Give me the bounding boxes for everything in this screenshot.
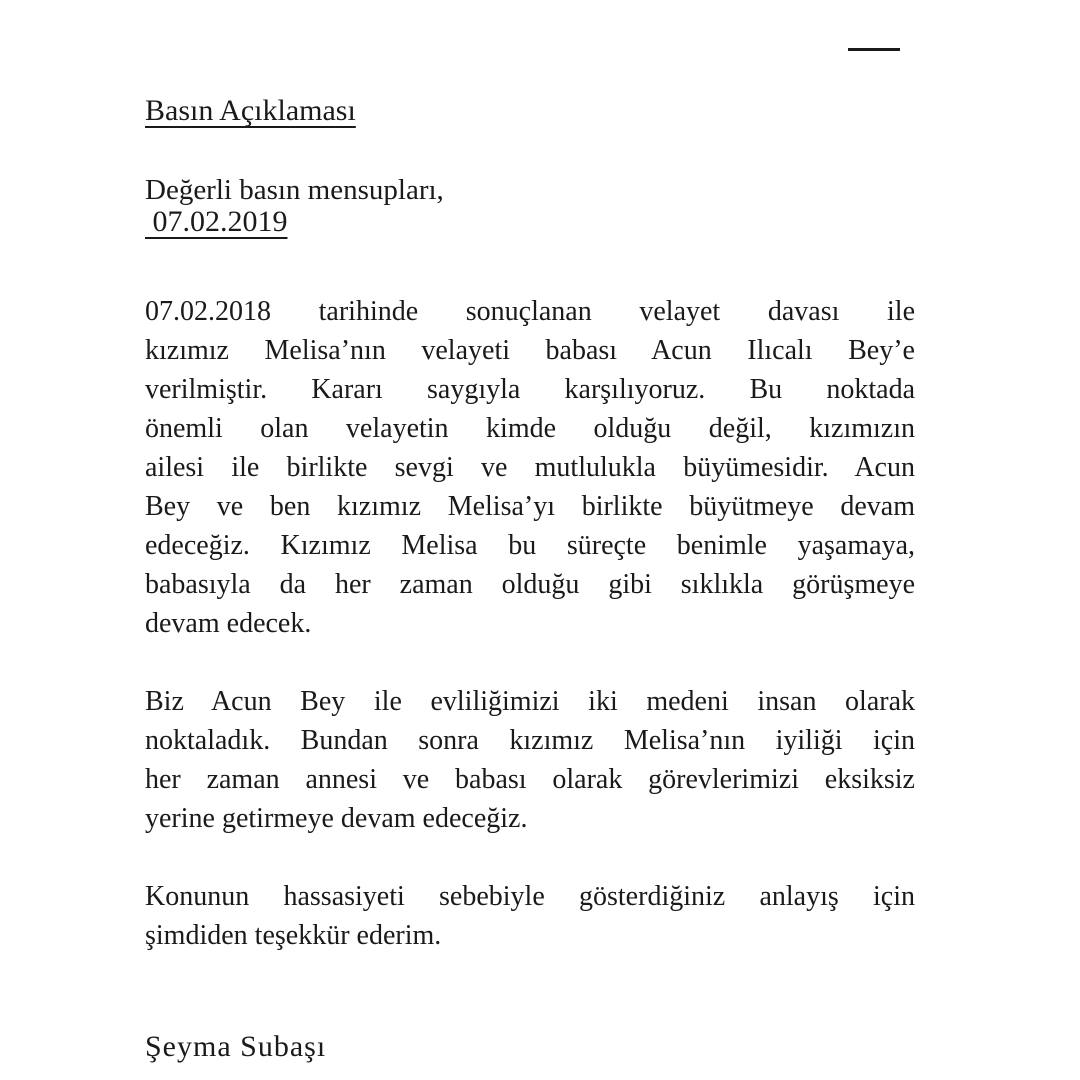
paragraph-line: devam edecek.	[145, 608, 312, 639]
paragraph-line: ailesi ile birlikte sevgi ve mutlulukla büyümesidir. Acun	[145, 452, 915, 483]
document-date: 07.02.2019	[145, 205, 288, 238]
paragraph-line: önemli olan velayetin kimde olduğu değil, kızımızın	[145, 413, 915, 444]
paragraph-line: kızımız Melisa’nın velayeti babası Acun Ilıcalı Bey’e	[145, 335, 915, 366]
salutation: Değerli basın mensupları,	[145, 174, 444, 206]
paragraph-thanks	[145, 877, 915, 955]
paragraph-line: Biz Acun Bey ile evliliğimizi iki medeni insan olarak	[145, 686, 915, 717]
document-title: Basın Açıklaması	[145, 94, 356, 127]
paragraph-line: Konunun hassasiyeti sebebiyle gösterdiğiniz anlayış için	[145, 881, 915, 912]
paragraph-line: her zaman annesi ve babası olarak görevlerimizi eksiksiz	[145, 764, 915, 795]
paragraph-line: Bey ve ben kızımız Melisa’yı birlikte büyütmeye devam	[145, 491, 915, 522]
paragraph-line: noktaladık. Bundan sonra kızımız Melisa’nın iyiliği için	[145, 725, 915, 756]
paragraph-line: yerine getirmeye devam edeceğiz.	[145, 803, 528, 834]
paragraph-line: verilmiştir. Kararı saygıyla karşılıyoruz. Bu noktada	[145, 374, 915, 405]
paragraph-line: edeceğiz. Kızımız Melisa bu süreçte benimle yaşamaya,	[145, 530, 915, 561]
paragraph-divorce	[145, 682, 915, 838]
paragraph-line: 07.02.2018 tarihinde sonuçlanan velayet davası ile	[145, 296, 915, 327]
paragraph-line: babasıyla da her zaman olduğu gibi sıklıkla görüşmeye	[145, 569, 915, 600]
document-header	[145, 18, 356, 314]
paragraph-line: şimdiden teşekkür ederim.	[145, 920, 442, 951]
underline-mark	[848, 48, 900, 51]
paragraph-custody	[145, 292, 915, 643]
signature: Şeyma Subaşı	[145, 1030, 327, 1063]
